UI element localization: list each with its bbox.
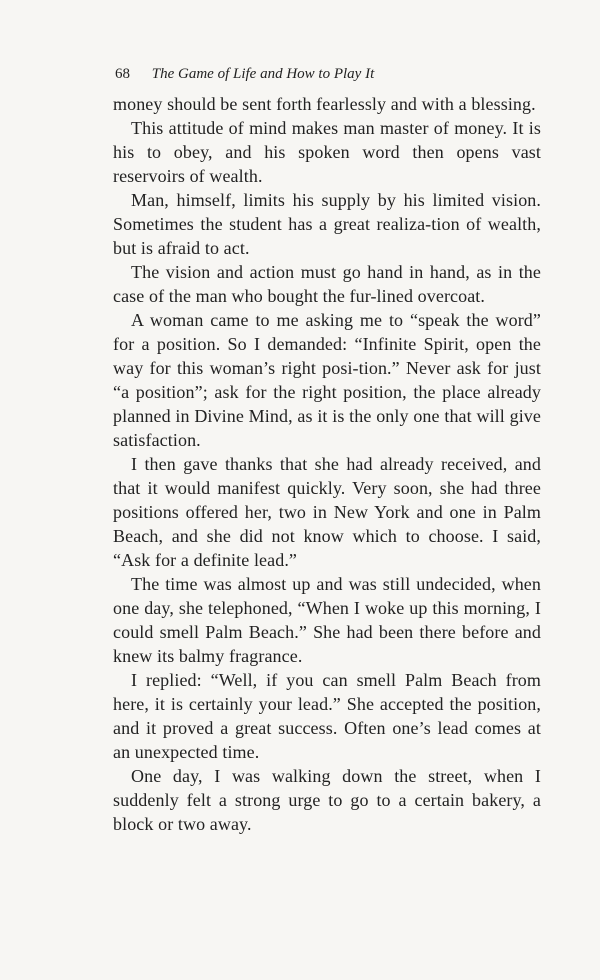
page-number: 68	[115, 66, 130, 82]
book-title: The Game of Life and How to Play It	[151, 66, 375, 82]
paragraph-5: A woman came to me asking me to “speak the word” for a position. So I demanded: “Infinite Spirit, open the way for this woman’s right posi-tion.” Never ask for just “a position”; ask for the right position, the place already planned in Divine Mind, as it is the only one that will give satisfaction.	[113, 310, 541, 450]
body-text	[113, 92, 541, 836]
paragraph-2: This attitude of mind makes man master of money. It is his to obey, and his spoken word then opens vast reservoirs of wealth.	[113, 118, 541, 186]
paragraph-1: money should be sent forth fearlessly and with a blessing.	[113, 94, 536, 114]
paragraph-7: The time was almost up and was still undecided, when one day, she telephoned, “When I woke up this morning, I could smell Palm Beach.” She had been there before and knew its balmy fragrance.	[113, 574, 541, 666]
running-head	[115, 62, 555, 86]
paragraph-4: The vision and action must go hand in hand, as in the case of the man who bought the fur-lined overcoat.	[113, 262, 541, 306]
paragraph-6: I then gave thanks that she had already received, and that it would manifest quickly. Very soon, she had three positions offered her, two in New York and one in Palm Beach, and she did not know which to choose. I said, “Ask for a definite lead.”	[113, 454, 541, 570]
paragraph-8: I replied: “Well, if you can smell Palm Beach from here, it is certainly your lead.” She accepted the position, and it proved a great success. Often one’s lead comes at an unexpected time.	[113, 670, 541, 762]
paragraph-9: One day, I was walking down the street, when I suddenly felt a strong urge to go to a certain bakery, a block or two away.	[113, 766, 541, 834]
paragraph-3: Man, himself, limits his supply by his limited vision. Sometimes the student has a great realiza-tion of wealth, but is afraid to act.	[113, 190, 541, 258]
